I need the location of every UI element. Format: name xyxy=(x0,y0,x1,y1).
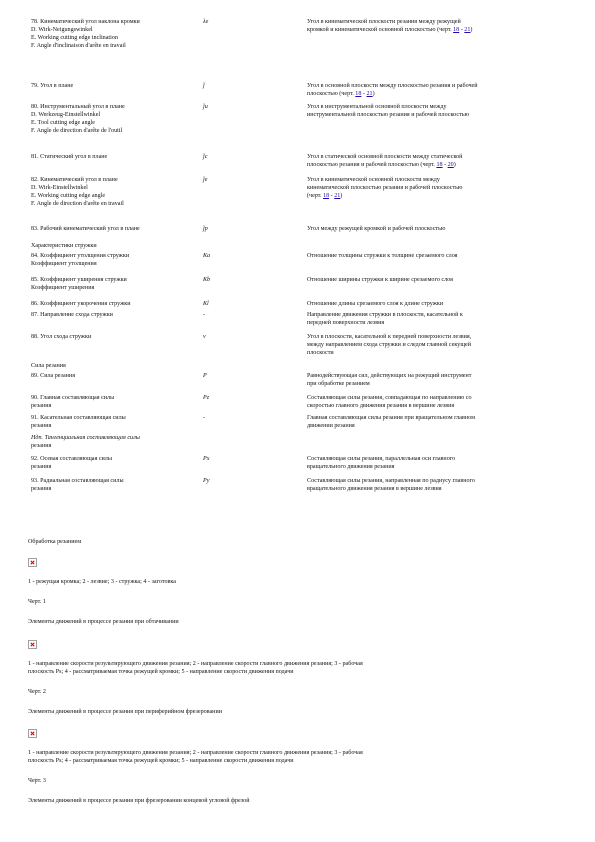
figure-3-caption-line-1: 1 - направление скорости результирующего движения резания; 2 - направление скорости главного движения резания; 3 - рабочая xyxy=(28,750,363,756)
definition-text: кинематической плоскостью резания и рабочей плоскостью xyxy=(307,185,463,191)
term-row xyxy=(31,82,551,103)
definition-text: инструментальной плоскостью резания и рабочей плоскостью xyxy=(307,112,470,118)
term-definition xyxy=(307,153,551,176)
term-name xyxy=(31,414,203,434)
definition-line xyxy=(307,153,551,161)
term-row xyxy=(31,242,551,252)
definition-text: скоростью главного движения резания в вершине лезвия xyxy=(307,403,455,409)
term-definition xyxy=(307,372,551,394)
term-name xyxy=(31,252,203,276)
term-row xyxy=(31,103,551,153)
term-definition xyxy=(307,477,551,499)
term-symbol: Px xyxy=(203,456,210,462)
figure-ref-link[interactable]: 18 xyxy=(453,27,460,33)
figure-ref-link[interactable]: 21 xyxy=(464,27,471,33)
term-row xyxy=(31,455,551,477)
ref-close: ) xyxy=(340,193,343,199)
figure-ref-link[interactable]: 21 xyxy=(334,193,341,199)
figure-ref-link[interactable]: 20 xyxy=(447,162,454,168)
term-line: F. Angle de direction d'arête en travail xyxy=(31,201,124,207)
definition-text: Главная составляющая силы резания при вращательном главном xyxy=(307,415,475,421)
figure-ref-link[interactable]: 18 xyxy=(355,91,362,97)
term-definition xyxy=(307,434,551,455)
term-row xyxy=(31,372,551,394)
definition-line xyxy=(307,463,551,471)
definition-text: Составляющая силы резания, параллельная оси главного xyxy=(307,456,456,462)
definition-text: Угол в статической основной плоскости между статической xyxy=(307,154,463,160)
definition-line xyxy=(307,422,551,430)
definition-line xyxy=(307,477,551,485)
ref-close: ) xyxy=(372,91,375,97)
term-definition xyxy=(307,18,551,82)
term-line: Ндп. Тангенциальная составляющая силы xyxy=(31,435,140,441)
term-symbol xyxy=(203,434,307,455)
term-line: F. Angle d'inclinaison d'arête en travail xyxy=(31,43,126,49)
term-line: E. Working cutting edge inclination xyxy=(31,35,118,41)
definition-text: плоскости xyxy=(307,350,334,356)
term-line: Сила резания xyxy=(31,363,66,369)
term-name xyxy=(31,82,203,103)
term-line: 90. Главная составляющая силы xyxy=(31,395,115,401)
term-symbol: ǰс xyxy=(203,154,208,160)
section-heading-text: Обработка резанием xyxy=(28,539,82,545)
term-line: Коэффициент уширения xyxy=(31,285,95,291)
definition-line xyxy=(307,18,551,26)
definition-line xyxy=(307,372,551,380)
figure-2-caption-line-2: плоскость Ps; 4 - рассматриваемая точка режущей кромки; 5 - направление скорости движения подачи xyxy=(28,669,294,675)
definition-line xyxy=(307,319,551,327)
section-heading xyxy=(28,538,573,546)
term-symbol: λе xyxy=(203,19,209,25)
term-name xyxy=(31,477,203,499)
broken-image-icon xyxy=(28,640,37,649)
term-row xyxy=(31,252,551,276)
figure-1-image xyxy=(28,558,573,570)
term-symbol: - xyxy=(203,312,206,318)
term-line: резания xyxy=(31,443,52,449)
figure-2-image xyxy=(28,640,573,652)
definition-line xyxy=(307,341,551,349)
term-line: D. Wirk-Neigungswinkel xyxy=(31,27,93,33)
term-name xyxy=(31,18,203,82)
term-name xyxy=(31,372,203,394)
definition-line: плоскостью (черт. 18 - 21) xyxy=(307,91,375,97)
term-definition xyxy=(307,176,551,225)
figure-3-caption-line-2: плоскость Ps; 4 - рассматриваемая точка режущей кромки; 5 - направление скорости движения подачи xyxy=(28,758,294,764)
definition-line xyxy=(307,225,551,233)
term-line: резания xyxy=(31,464,52,470)
definition-text: Угол в кинематической основной плоскости между xyxy=(307,177,440,183)
term-definition xyxy=(307,300,551,311)
definition-text: при обработке резанием xyxy=(307,381,370,387)
term-line: Характеристики стружки xyxy=(31,243,97,249)
definition-text: Отношение длины срезаемого слоя к длине стружки xyxy=(307,301,444,307)
term-line: D. Wirk-Einstellwinkel xyxy=(31,185,88,191)
term-line: 83. Рабочий кинематический угол в плане xyxy=(31,226,140,232)
definition-text: Угол в плоскости, касательной к передней поверхности лезвия, xyxy=(307,334,472,340)
definition-text: Составляющая силы резания, направленная по радиусу главного xyxy=(307,478,475,484)
term-name xyxy=(31,276,203,300)
term-definition xyxy=(307,242,551,252)
term-line: 85. Коэффициент уширения стружки xyxy=(31,277,127,283)
term-line: 80. Инструментальный угол в плане xyxy=(31,104,125,110)
term-row xyxy=(31,176,551,225)
term-name xyxy=(31,103,203,153)
term-line: резания xyxy=(31,486,52,492)
figure-ref-link[interactable]: 18 xyxy=(323,193,330,199)
term-name xyxy=(31,311,203,333)
term-definition xyxy=(307,414,551,434)
term-symbol: ǰ xyxy=(203,83,205,89)
term-definition xyxy=(307,394,551,414)
definition-text: движении резания xyxy=(307,423,355,429)
figure-3-label: Черт. 3 xyxy=(28,778,46,784)
definition-text: плоскостью (черт. xyxy=(307,91,356,97)
term-row xyxy=(31,333,551,362)
figure-2-title: Элементы движений в процессе резания при периферийном фрезеровании xyxy=(28,709,222,715)
term-line: F. Angle de direction d'arête de l'outil xyxy=(31,128,123,134)
term-line: 79. Угол в плане xyxy=(31,83,74,89)
figure-1-caption: 1 - режущая кромка; 2 - лезвие; 3 - стружка; 4 - заготовка xyxy=(28,579,176,585)
term-row xyxy=(31,434,551,455)
term-row xyxy=(31,414,551,434)
term-definition xyxy=(307,276,551,300)
term-symbol: ν xyxy=(203,334,206,340)
definition-line xyxy=(307,455,551,463)
definition-line xyxy=(307,82,551,90)
term-definition xyxy=(307,252,551,276)
figure-ref-link[interactable]: 18 xyxy=(436,162,443,168)
term-line: 87. Направление схода стружки xyxy=(31,312,113,318)
definition-text: Составляющая силы резания, совпадающая по направлению со xyxy=(307,395,472,401)
definition-line: кромкой и кинематической основной плоскостью (черт. 18 - 21) xyxy=(307,27,473,33)
definition-line xyxy=(307,276,551,284)
term-line: 86. Коэффициент укорочения стружки xyxy=(31,301,131,307)
definition-line xyxy=(307,394,551,402)
term-name xyxy=(31,434,203,455)
term-line: резания xyxy=(31,403,52,409)
figure-3-caption xyxy=(28,749,573,765)
definition-text: вращательного движения резания в вершине лезвия xyxy=(307,486,442,492)
term-symbol: Кb xyxy=(203,277,211,283)
term-definition xyxy=(307,455,551,477)
definition-line xyxy=(307,414,551,422)
definition-line xyxy=(307,333,551,341)
term-definition xyxy=(307,311,551,333)
term-line: E. Working cutting edge angle xyxy=(31,193,106,199)
term-definition xyxy=(307,333,551,362)
term-symbol: P xyxy=(203,373,207,379)
definition-line xyxy=(307,103,551,111)
term-definition xyxy=(307,225,551,242)
figure-1-title: Элементы движений в процессе резания при обтачивании xyxy=(28,619,179,625)
definition-text: Угол в инструментальной основной плоскости между xyxy=(307,104,447,110)
definition-line xyxy=(307,176,551,184)
term-row xyxy=(31,225,551,242)
definition-text: Угол в кинематической плоскости резания между режущей xyxy=(307,19,461,25)
ref-close: ) xyxy=(453,162,456,168)
term-line: 81. Статический угол в плане xyxy=(31,154,108,160)
figure-1-label: Черт. 1 xyxy=(28,599,46,605)
definition-line xyxy=(307,184,551,192)
definition-text: передней поверхности лезвия xyxy=(307,320,385,326)
definition-line xyxy=(307,485,551,493)
broken-image-icon xyxy=(28,729,37,738)
term-row xyxy=(31,477,551,499)
figure-3-title: Элементы движений в процессе резания при фрезеровании концевой угловой фрезой xyxy=(28,798,250,804)
definition-line xyxy=(307,300,551,308)
definition-text: кромкой и кинематической основной плоскостью (черт. xyxy=(307,27,454,33)
term-name xyxy=(31,333,203,362)
figure-ref-link[interactable]: 21 xyxy=(366,91,373,97)
definition-text: Равнодействующая сил, действующих на режущий инструмент xyxy=(307,373,472,379)
figure-2-label: Черт. 2 xyxy=(28,689,46,695)
term-line: 91. Касательная составляющая силы xyxy=(31,415,126,421)
broken-image-icon xyxy=(28,558,37,567)
term-line: D. Werkzeug-Einstellwinkel xyxy=(31,112,101,118)
term-line: 78. Кинематический угол наклона кромки xyxy=(31,19,140,25)
term-name xyxy=(31,362,203,372)
term-definition xyxy=(307,82,551,103)
term-line: Коэффициент утолщения xyxy=(31,261,97,267)
term-line: 82. Кинематический угол в плане xyxy=(31,177,118,183)
definition-text: Отношение толщины стружки к толщине срезаемого слоя xyxy=(307,253,458,259)
term-name xyxy=(31,153,203,176)
term-line: резания xyxy=(31,423,52,429)
term-row xyxy=(31,394,551,414)
term-name xyxy=(31,455,203,477)
definition-text: Угол в основной плоскости между плоскостью резания и рабочей xyxy=(307,83,478,89)
term-name xyxy=(31,225,203,242)
definition-line xyxy=(307,380,551,388)
term-name xyxy=(31,242,203,252)
definition-line xyxy=(307,402,551,410)
term-definition xyxy=(307,362,551,372)
definition-line xyxy=(307,252,551,260)
term-row xyxy=(31,18,551,82)
term-line: 93. Радиальная составляющая силы xyxy=(31,478,124,484)
figure-3-image xyxy=(28,729,573,741)
definition-line xyxy=(307,349,551,357)
definition-text: вращательного движения резания xyxy=(307,464,395,470)
term-name xyxy=(31,394,203,414)
term-name xyxy=(31,300,203,311)
figure-2-caption-line-1: 1 - направление скорости результирующего движения резания; 2 - направление скорости главного движения резания; 3 - рабочая xyxy=(28,661,363,667)
term-symbol: Pz xyxy=(203,395,210,401)
term-symbol: Ка xyxy=(203,253,211,259)
term-symbol xyxy=(203,362,307,372)
term-line: 92. Осевая составляющая силы xyxy=(31,456,112,462)
term-line: 88. Угол схода стружки xyxy=(31,334,92,340)
ref-close: ) xyxy=(470,27,473,33)
term-symbol: - xyxy=(203,415,206,421)
term-symbol: Py xyxy=(203,478,210,484)
terms-table xyxy=(31,18,551,499)
term-row xyxy=(31,153,551,176)
definition-text: (черт. xyxy=(307,193,324,199)
term-line: 84. Коэффициент утолщения стружки xyxy=(31,253,130,259)
term-row xyxy=(31,276,551,300)
definition-text: Угол между режущей кромкой и рабочей плоскостью xyxy=(307,226,446,232)
term-symbol: Кl xyxy=(203,301,209,307)
definition-line: плоскостью резания и рабочей плоскостью (черт. 18 - 20) xyxy=(307,162,456,168)
term-symbol xyxy=(203,242,307,252)
term-symbol: ǰе xyxy=(203,177,208,183)
figure-2-caption xyxy=(28,660,573,676)
definition-text: плоскостью резания и рабочей плоскостью (черт. xyxy=(307,162,437,168)
term-row xyxy=(31,300,551,311)
definition-text: Отношение ширины стружки к ширине срезаемого слоя xyxy=(307,277,453,283)
term-symbol: ǰр xyxy=(203,226,208,232)
term-line: E. Tool cutting edge angle xyxy=(31,120,95,126)
term-row xyxy=(31,362,551,372)
term-symbol: ǰи xyxy=(203,104,208,110)
term-definition xyxy=(307,103,551,153)
definition-text: между направлением схода стружки и следом главной секущей xyxy=(307,342,471,348)
definition-text: Направление движения стружки в плоскости, касательной к xyxy=(307,312,463,318)
definition-line: (черт. 18 - 21) xyxy=(307,193,343,199)
definition-line xyxy=(307,111,551,119)
term-name xyxy=(31,176,203,225)
term-row xyxy=(31,311,551,333)
term-line: 89. Сила резания xyxy=(31,373,75,379)
definition-line xyxy=(307,311,551,319)
